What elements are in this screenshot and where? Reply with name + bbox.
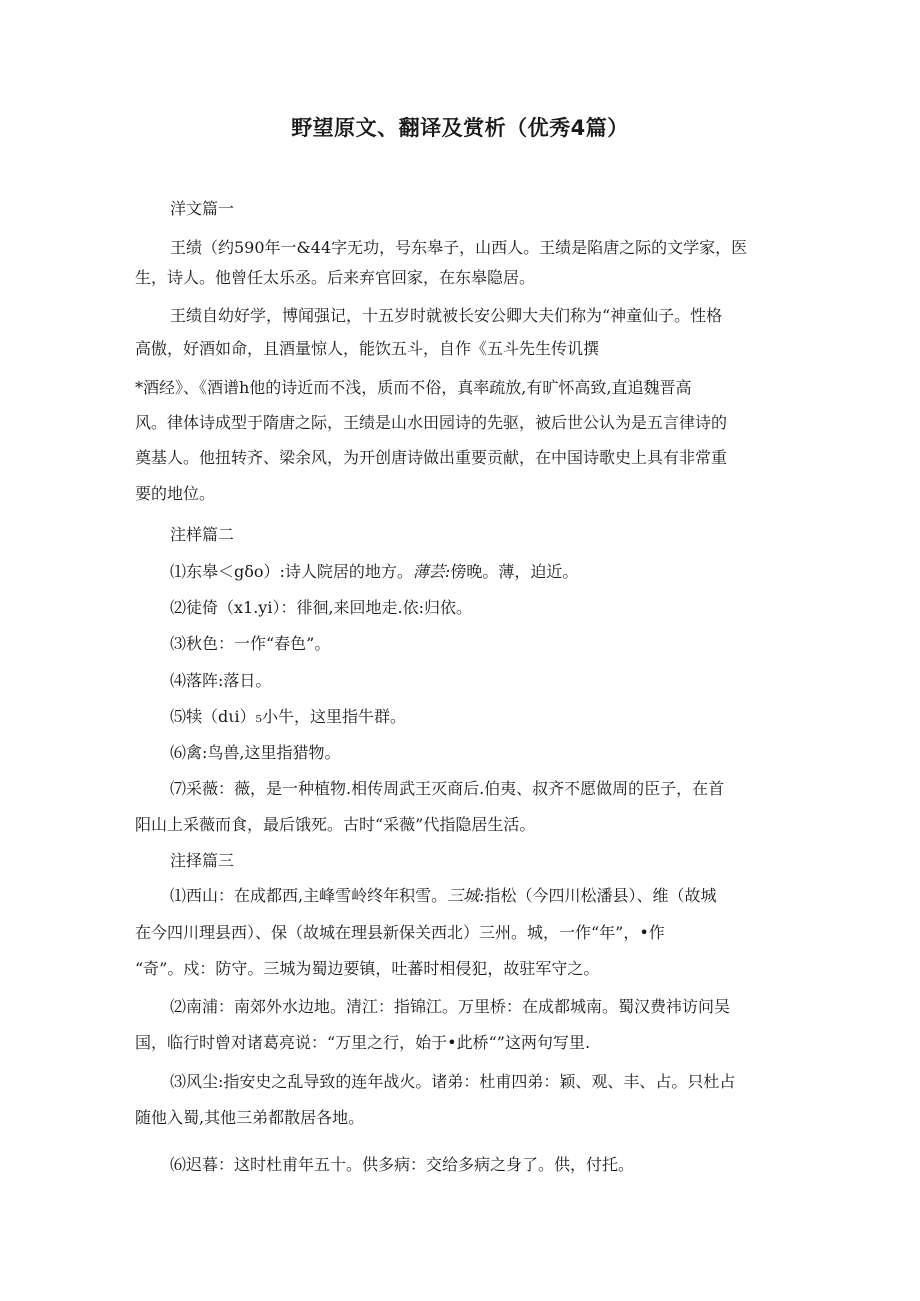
annotation-line: ⑵南浦：南郊外水边地。清江：指锦江。万里桥：在成都城南。蜀汉费祎访问吴: [170, 997, 731, 1016]
bio-line: 王绩（约590年一&44字无功，号东皋子，山西人。王绩是陷唐之际的文学家，医: [170, 238, 748, 257]
bio-line: 生，诗人。他曾任太乐丞。后来弃官回家，在东皋隐居。: [135, 268, 536, 287]
annotation-line: 在今四川理县西）、保（故城在理县新保关西北）三州。城，一作“年”，•作: [135, 923, 665, 942]
bio-line: 王绩自幼好学，博闻强记，十五岁时就被长安公卿大夫们称为“神童仙子。性格: [170, 306, 723, 325]
annotation-term: 三城:: [447, 886, 485, 905]
annotation-line: ⑶风尘:指安史之乱导致的连年战火。诸弟：杜甫四弟：颖、观、丰、占。只杜占: [170, 1072, 736, 1091]
bio-line: 高傲，好酒如命，且酒量惊人，能饮五斗，自作《五斗先生传讥撰: [135, 339, 600, 358]
section-heading-1: 洋文篇一: [170, 199, 235, 218]
annotation-line: ⑵徒倚（x1.yi）：徘徊,来回地走.依:归依。: [170, 598, 473, 617]
bio-line: *酒经》、《酒谱h他的诗近而不浅，质而不俗，真率疏放,有旷怀高致,直追魏晋高: [135, 378, 692, 397]
annotation-line: 国，临行时曾对诸葛亮说：“万里之行，始于•此桥“”这两句写里.: [135, 1033, 591, 1052]
bio-line: 奠基人。他扭转齐、梁余风，为开创唐诗做出重要贡献，在中国诗歌史上具有非常重: [135, 448, 728, 467]
annotation-line: 随他入蜀,其他三弟都散居各地。: [135, 1108, 365, 1127]
annotation-text: 傍晚。薄，迫近。: [450, 562, 579, 581]
bio-line: 要的地位。: [135, 484, 216, 503]
section-heading-3: 注择篇三: [170, 851, 235, 870]
bio-line: 风。律体诗成型于隋唐之际，王绩是山水田园诗的先驱，被后世公认为是五言律诗的: [135, 413, 728, 432]
document-title: 野望原文、翻译及赏析（优秀4篇）: [291, 116, 629, 140]
annotation-line: [170, 562, 820, 582]
annotation-line: ⑹迟暮：这时杜甫年五十。供多病：交给多病之身了。供，付托。: [170, 1155, 635, 1174]
annotation-term: 薄芸:: [412, 562, 451, 581]
annotation-line: “奇”。戍：防守。三城为蜀边要镇，吐蕃时相侵犯，故驻军守之。: [135, 959, 600, 978]
annotation-text: ⑴东皋＜gδo）:诗人院居的地方。: [170, 562, 413, 581]
annotation-line: ⑸犊（dιi）₅小牛，这里指牛群。: [170, 707, 407, 726]
annotation-text: ⑴西山：在成都西,主峰雪岭终年积雪。: [170, 886, 448, 905]
annotation-line: ⑷落阵:落日。: [170, 671, 272, 690]
annotation-line: ⑶秋色：一作“春色”。: [170, 634, 331, 653]
annotation-line: 阳山上采薇而食，最后饿死。古时“采薇”代指隐居生活。: [135, 815, 536, 834]
annotation-text: 指松（今四川松潘县）、维（故城: [484, 886, 717, 905]
annotation-line: ⑹禽:鸟兽,这里指猎物。: [170, 743, 341, 762]
annotation-line: ⑺采薇：薇，是一种植物.相传周武王灭商后.伯夷、叔齐不愿做周的臣子，在首: [170, 779, 725, 798]
annotation-line: [170, 886, 820, 906]
section-heading-2: 注样篇二: [170, 525, 235, 544]
